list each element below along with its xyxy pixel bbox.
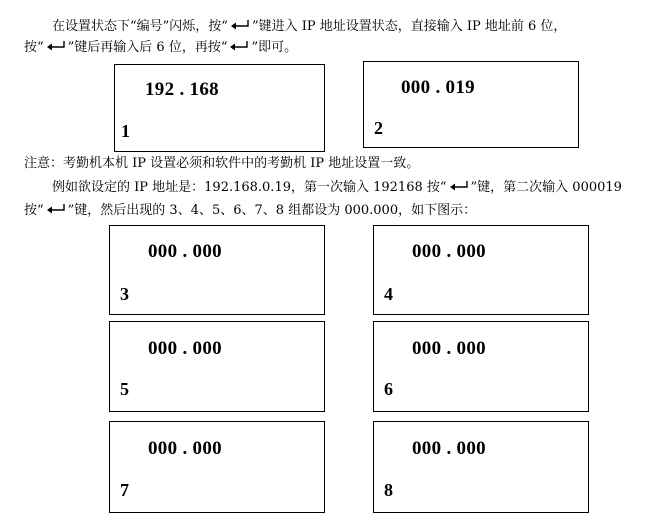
display-box-7 <box>109 421 325 513</box>
display-number: 7 <box>120 480 129 500</box>
enter-key-icon <box>448 180 470 192</box>
instruction-line-2 <box>24 40 297 56</box>
note-line <box>24 156 419 172</box>
example-text: ”键，第二次输入 000019 <box>470 180 622 195</box>
note-text: 注意：考勤机本机 IP 设置必须和软件中的考勤机 IP 地址设置一致。 <box>24 156 420 171</box>
instruction-text: ”键后再输入后 6 位，再按“ <box>67 40 228 55</box>
enter-key-icon <box>45 40 67 52</box>
display-value: 000 . 000 <box>148 438 222 459</box>
display-box-1 <box>114 64 325 152</box>
display-box-6 <box>373 321 589 412</box>
display-box-5 <box>109 321 325 412</box>
example-text: 例如欲设定的 IP 地址是：192.168.0.19，第一次输入 192168 按“ <box>52 180 447 195</box>
display-value: 192 . 168 <box>145 79 219 100</box>
display-box-4 <box>373 225 589 315</box>
display-value: 000 . 019 <box>401 77 475 98</box>
example-text: ”键，然后出现的 3、4、5、6、7、8 组都设为 000.000，如下图示： <box>67 203 477 218</box>
instruction-text: 按“ <box>24 40 44 55</box>
display-box-8 <box>373 421 589 513</box>
display-number: 3 <box>120 284 129 304</box>
instruction-line-1 <box>52 19 566 35</box>
display-box-3 <box>109 225 325 315</box>
enter-key-icon <box>228 40 250 52</box>
display-number: 5 <box>120 379 129 399</box>
example-line-1 <box>52 180 622 196</box>
display-value: 000 . 000 <box>412 241 486 262</box>
enter-key-icon <box>229 19 251 31</box>
display-number: 1 <box>121 121 130 141</box>
display-box-2 <box>363 61 579 148</box>
display-value: 000 . 000 <box>412 338 486 359</box>
instruction-text: ”键进入 IP 地址设置状态，直接输入 IP 地址前 6 位， <box>251 19 567 34</box>
display-value: 000 . 000 <box>148 241 222 262</box>
enter-key-icon <box>45 203 67 215</box>
display-number: 6 <box>384 379 393 399</box>
instruction-text: ”即可。 <box>251 40 298 55</box>
display-value: 000 . 000 <box>412 438 486 459</box>
display-number: 2 <box>374 118 383 138</box>
display-number: 8 <box>384 480 393 500</box>
display-number: 4 <box>384 284 393 304</box>
example-text: 按“ <box>24 203 44 218</box>
instruction-text: 在设置状态下“编号”闪烁，按“ <box>52 19 228 34</box>
example-line-2 <box>24 203 476 219</box>
display-value: 000 . 000 <box>148 338 222 359</box>
